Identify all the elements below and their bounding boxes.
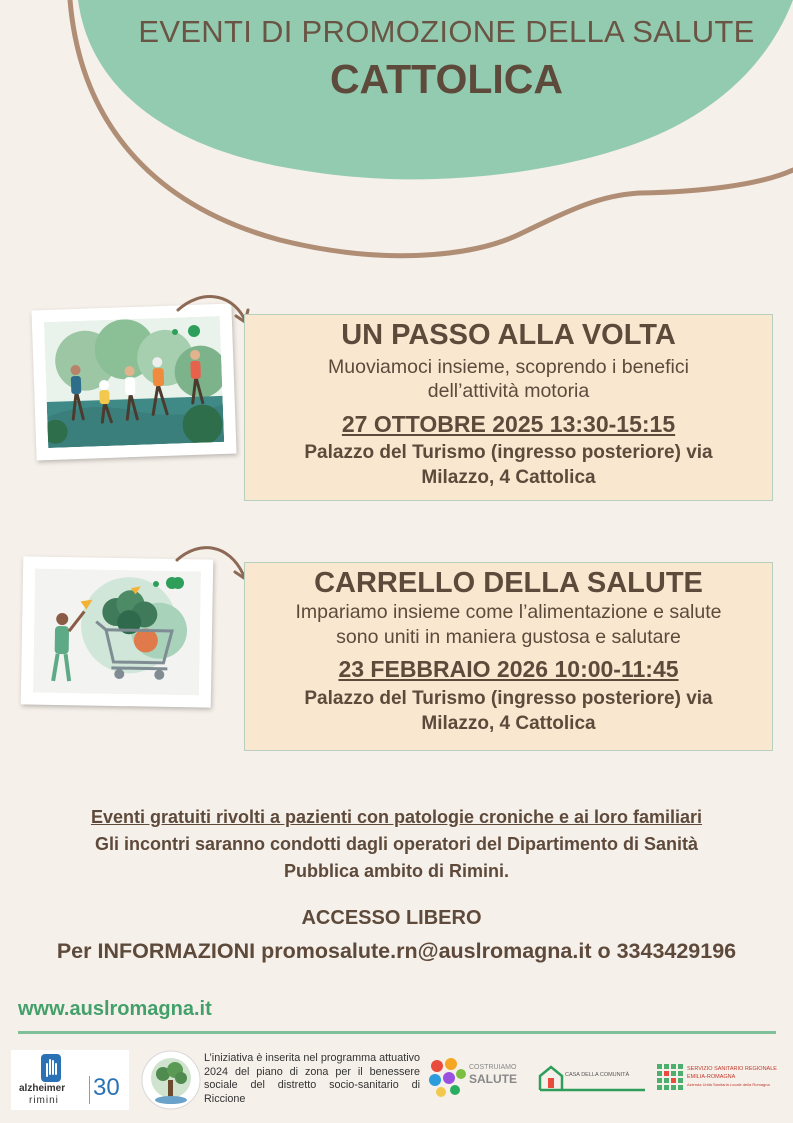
event-1-subtitle-line2: dell’attività motoria bbox=[427, 380, 590, 402]
event-2-title: CARRELLO DELLA SALUTE bbox=[314, 567, 703, 599]
alzheimer-rimini-logo bbox=[11, 1050, 129, 1110]
event-1-date: 27 OTTOBRE 2025 13:30-15:15 bbox=[341, 411, 676, 437]
event-1-place-line2: Milazzo, 4 Cattolica bbox=[421, 467, 596, 488]
page-title: EVENTI DI PROMOZIONE DELLA SALUTE bbox=[138, 14, 755, 49]
page-city: CATTOLICA bbox=[329, 56, 564, 102]
event-1-place bbox=[245, 440, 772, 490]
salute-text: SALUTE bbox=[469, 1072, 517, 1086]
years-badge: 30 bbox=[93, 1074, 120, 1101]
info-conducted-by: Gli incontri saranno condotti dagli operatori del Dipartimento di Sanità bbox=[94, 834, 699, 854]
event-2-subtitle-line1: Impariamo insieme come l’alimentazione e salute bbox=[295, 601, 722, 623]
house-icon bbox=[537, 1062, 647, 1094]
hand-icon bbox=[41, 1054, 61, 1082]
info-free-events: Eventi gratuiti rivolti a pazienti con patologie croniche e ai loro familiari bbox=[90, 807, 703, 827]
event-1-subtitle bbox=[245, 355, 772, 403]
casa-comunita-logo bbox=[537, 1062, 647, 1094]
free-access-label: ACCESSO LIBERO bbox=[301, 907, 482, 929]
event-2-card bbox=[244, 562, 773, 751]
ssr-grid-icon bbox=[657, 1064, 683, 1092]
event-2-place bbox=[245, 686, 772, 736]
info-conducted-by-continued: Pubblica ambito di Rimini. bbox=[283, 861, 510, 881]
logo-separator bbox=[89, 1076, 90, 1104]
event-2-subtitle-line2: sono uniti in maniera gustosa e salutare bbox=[336, 626, 681, 648]
costruiamo-salute-logo bbox=[427, 1056, 519, 1100]
tree-logo bbox=[141, 1050, 201, 1110]
event-1-place-line1: Palazzo del Turismo (ingresso posteriore) via bbox=[304, 442, 713, 463]
event-2-date: 23 FEBBRAIO 2026 10:00-11:45 bbox=[338, 656, 679, 682]
ssr-text-line1: SERVIZIO SANITARIO REGIONALE bbox=[687, 1066, 777, 1072]
event-1-title: UN PASSO ALLA VOLTA bbox=[341, 319, 676, 351]
alzheimer-logo-text: alzheimer bbox=[19, 1083, 66, 1094]
colorful-circles-icon bbox=[427, 1056, 467, 1100]
ssr-text-line2: EMILIA-ROMAGNA bbox=[687, 1074, 736, 1080]
ssr-emilia-romagna-logo bbox=[657, 1064, 787, 1096]
casa-comunita-text: CASA DELLA COMUNITÀ bbox=[565, 1072, 630, 1078]
decorative-dots-icon bbox=[150, 575, 180, 595]
costruiamo-text: COSTRUIAMO bbox=[469, 1064, 517, 1071]
event-2-place-line2: Milazzo, 4 Cattolica bbox=[421, 713, 596, 734]
event-2-subtitle bbox=[245, 600, 772, 650]
footer-divider bbox=[18, 1031, 776, 1034]
website-link[interactable]: www.auslromagna.it bbox=[18, 998, 212, 1020]
event-2-place-line1: Palazzo del Turismo (ingresso posteriore) via bbox=[304, 688, 713, 709]
footer-note: L’iniziativa è inserita nel programma attuativo 2024 del piano di zona per il benessere sociale del distretto socio-sanitario di Riccione bbox=[204, 1052, 420, 1105]
rimini-logo-text: rimini bbox=[29, 1095, 59, 1106]
ssr-text-line3: Azienda Unità Sanitaria Locale della Romagna bbox=[687, 1082, 770, 1087]
event-1-card bbox=[244, 314, 773, 501]
event-1-subtitle-line1: Muoviamoci insieme, scoprendo i benefici bbox=[328, 356, 689, 378]
contact-info: Per INFORMAZIONI promosalute.rn@auslromagna.it o 3343429196 bbox=[56, 939, 737, 963]
info-block bbox=[20, 804, 773, 885]
